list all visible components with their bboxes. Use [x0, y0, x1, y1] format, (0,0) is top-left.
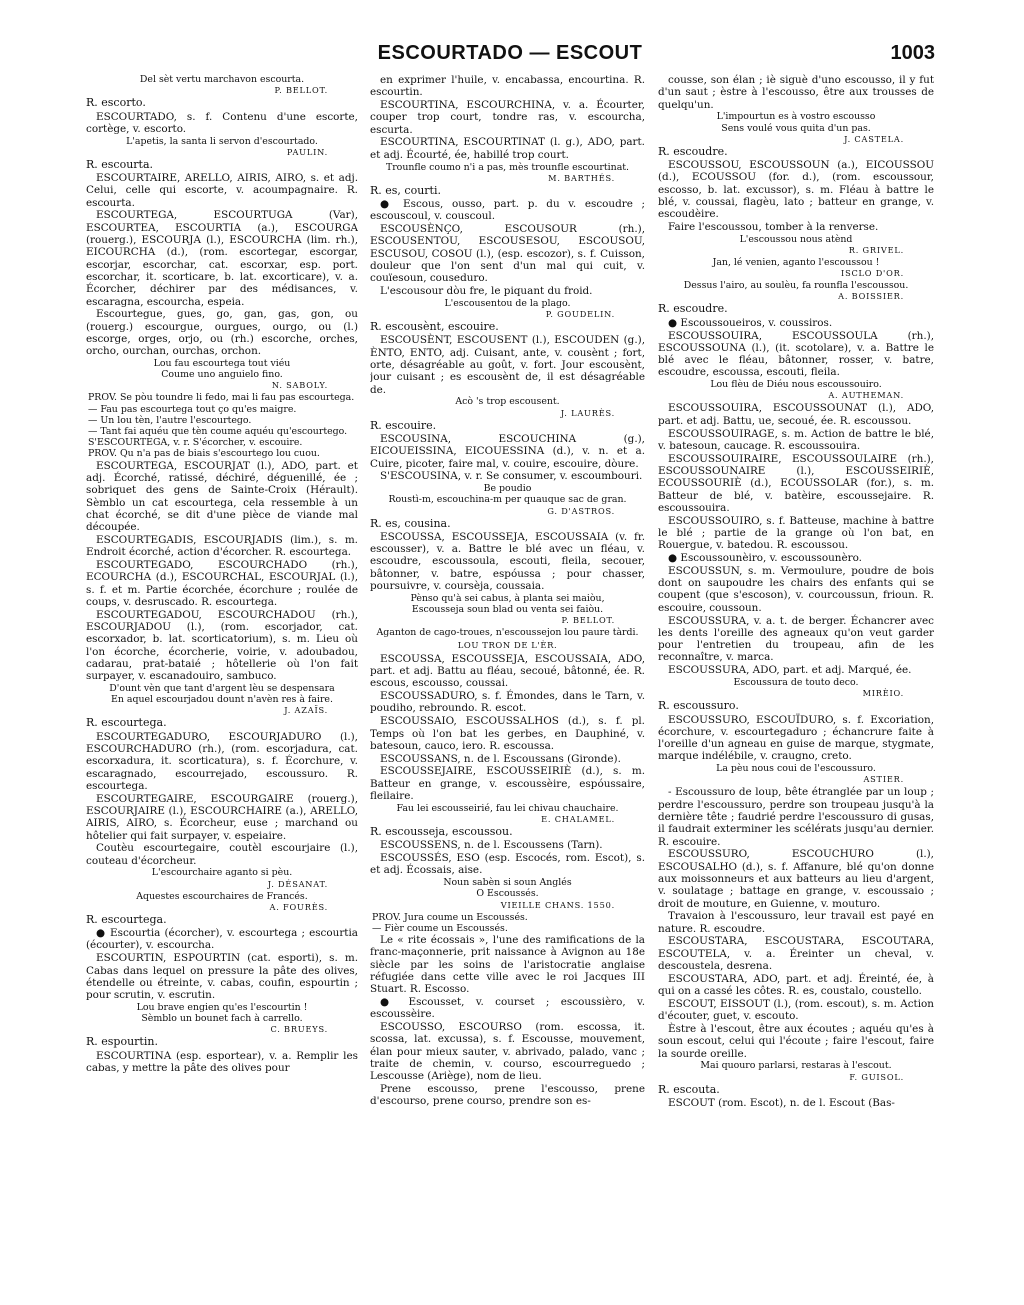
verse-quote: Dessus l'airo, au soulèu, fa rounfla l'escoussou. [683, 280, 909, 292]
dictionary-entry: ESCOUSSÉS, ESO (esp. Escocés, rom. Escot), s. et adj. Écossais, aise. [370, 852, 645, 877]
quote-attribution: ISCLO D'OR. [841, 268, 904, 279]
dictionary-entry: ESCOUSSUN, s. m. Vermoulure, poudre de bois dont on saupoudre les chairs des enfants qui se coupent (que s'escoson), v. courcoussun, frioun. R. escouire, coussoun. [658, 564, 934, 614]
page-header [85, 42, 935, 68]
quote-attribution: C. BRUEYS. [270, 1024, 328, 1035]
dictionary-entry: ESCOURTEGA, ESCOURTUGA (Var), ESCOURTEA, ESCOURTIA (a.), ESCOURGA (rouerg.), ESCOURJA (l.), ESCOURCHA (lim. rh.), EICOURCHA (d.), (rom. escortegar, escorgar, escorjar, escorchar, cat. escorxar, esp. port. escorchar, it. scorticare, b. lat. excorticare), v. a. Écorcher, déchirer par des médisances, v. escaragna, escourcha, espeia. [86, 209, 358, 308]
verse-quote: L'impourtun es à vostro escousso [716, 111, 876, 123]
verse-quote: Lou flèu de Diéu nous escoussouiro. [710, 379, 882, 391]
dictionary-entry: ESCOURTIN, ESPOURTIN (cat. esporti), s. m. Cabas dans lequel on pressure la pâte des olives, étendelle ou étreinte, v. cabas, coufin, espourtin ; pour scrutin, v. escrutin. [86, 952, 358, 1002]
dictionary-entry: ESCOUSSO, ESCOURSO (rom. escossa, it. scossa, lat. excussa), s. f. Escousse, mouvement, élan pour mieux sauter, v. abrivado, palado, vanc ; traite de chemin, v. courso, escourreguedo ; Lescousse (Ariège), nom de lieu. [370, 1021, 645, 1083]
centered-attribution: LOU TRON DE L'ÈR. [457, 640, 558, 651]
dictionary-entry: ● Escous, ousso, part. p. du v. escoudre ; escouscoul, v. couscoul. [370, 198, 645, 223]
verse-quote: L'escourchaire aganto si pèu. [151, 867, 293, 879]
root-reference: R. escourtega. [86, 912, 167, 926]
verse-quote: D'ount vèn que tant d'argent lèu se despensara [109, 683, 335, 695]
quote-attribution: J. DÉSANAT. [267, 878, 328, 889]
dictionary-entry: ESCOUSSAIO, ESCOUSSALHOS (d.), s. f. pl. Temps où l'on bat les gerbes, en Dauphiné, v. batesoun, cauco, iero. R. escoussa. [370, 715, 645, 752]
dictionary-entry: ESCOUT, EISSOUT (l.), (rom. escout), s. m. Action d'écouter, guet, v. escouto. [658, 997, 934, 1023]
verse-quote: La pèu nous coui de l'escoussuro. [716, 763, 876, 775]
dictionary-entry: ESCOUSSEJAIRE, ESCOUSSEIRIÈ (d.), s. m. Batteur en grange, v. escoussèire, espóussaire, fleilaire. [370, 765, 645, 802]
dictionary-entry: ESCOUSSOUIRAIRE, ESCOUSSOULAIRE (rh.), ESCOUSSOUNAIRE (l.), ESCOUSSEIRIÈ, ECOUSSOURIÈ (d.), ECOUSSOLAR (for.), s. m. Batteur de blé, v. batèire, escoussejaire. R. escoussouira. [658, 452, 934, 514]
dictionary-entry: ESCOURTINA (esp. esportear), v. a. Remplir les cabas, y mettre la pâte des olives pour [86, 1049, 358, 1074]
verse-quote: Mai quouro parlarsi, restaras à l'escout. [700, 1060, 892, 1072]
dictionary-entry: Faire l'escoussou, tomber à la renverse. [668, 221, 879, 234]
dictionary-entry: ESCOURTEGADIS, ESCOURJADIS (lim.), s. m. Endroit écorché, action d'écorcher. R. escourtega. [86, 533, 358, 559]
dictionary-entry: Coutèu escourtegaire, coutèl escourjaire (l.), couteau d'écorcheur. [86, 842, 358, 867]
dictionary-entry: ● Escoussounèiro, v. escoussounèro. [668, 552, 862, 565]
verse-quote: Escoussura de touto deco. [733, 677, 859, 688]
verse-quote: Escousseja soun blad ou venta sei faiòu. [411, 604, 604, 616]
root-reference: R. escoudre. [658, 302, 728, 316]
verse-quote: Roustì-m, escouchina-m per quauque sac de gran. [388, 494, 627, 506]
dictionary-entry: cousse, son élan ; iè siguè d'uno escousso, il y fut d'un saut ; èstre à l'escousso, être aux trousses de quelqu'un. [658, 74, 934, 111]
verse-quote: Acò 's trop escousent. [455, 396, 560, 408]
dictionary-entry: ESCOUSÈNT, ESCOUSENT (l.), ESCOUDEN (g.), ÈNTO, ENTO, adj. Cuisant, ante, v. cousènt ; fort, orte, désagréable au goût, v. fort. Jour escousènt, jour cuisant ; es escousènt de, il est désagréable de. [370, 334, 645, 396]
dictionary-entry: ESCOUSINA, ESCOUCHINA (g.), EICOUEISSINA, EICOUESSINA (d.), v. n. et a. Cuire, picoter, faire mal, v. couire, escouire, dòure. [370, 432, 645, 470]
verse-quote: Aganton de cago-troues, n'escoussejon lou paure tàrdi. [376, 627, 639, 639]
proverb-line: PROV. Qu n'a pas de biais s'escourtego lou cuou. [88, 448, 320, 460]
root-reference: R. escousseja, escoussou. [370, 824, 513, 838]
dictionary-entry: ESCOUSSURA, v. a. t. de berger. Échancrer avec les dents l'oreille des agneaux qu'on veut garder pour l'entretien du troupeau, afin de les reconnaître, v. marca. [658, 614, 934, 664]
proverb-line: — Tant fai aquéu que tèn coume aquéu qu'escourtego. [88, 426, 348, 438]
dictionary-entry: ESCOUT (rom. Escot), n. de l. Escout (Bas- [668, 1096, 895, 1109]
dictionary-entry: ESCOUSÈNÇO, ESCOUSOUR (rh.), ESCOUSENTOU, ESCOUSESOU, ESCOUSOU, ESCUSOU, COSOU (l.), (esp. escozor), s. f. Cuisson, douleur que l'on sent d'un mal qui cuit, v. couïesoun, couseduro. [370, 223, 645, 285]
proverb-line: — Un lou tèn, l'autre l'escourtego. [88, 414, 252, 426]
dictionary-entry: L'escousour dòu fre, le piquant du froid. [380, 285, 593, 298]
dictionary-entry: ESCOUSSA, ESCOUSSEJA, ESCOUSSAIA (v. fr. escousser), v. a. Battre le blé avec un fléau, v. escoudre, escoussoula, escouti, fleila, secouer, bâtonner, v. batre, espóussa ; pour chasser, poursuivre, v. coursèja, coussaia. [370, 530, 645, 593]
root-reference: R. escoussuro. [658, 699, 739, 713]
dictionary-entry: ESCOURTINA, ESCOURCHINA, v. a. Écourter, couper trop court, tondre ras, v. escourcha, escurta. [370, 99, 645, 136]
quote-attribution: N. SABOLY. [271, 380, 328, 391]
verse-quote: Pènso qu'à sei cabus, à planta sei maiòu, [410, 592, 605, 604]
verse-quote: Jan, lé venien, aganto l'escoussou ! [712, 257, 880, 269]
dictionary-entry: ESCOUSSOUIRAGE, s. m. Action de battre le blé, v. batesoun, caucage. R. escoussouira. [658, 427, 934, 452]
dictionary-entry: Èstre à l'escout, être aux écoutes ; aquéu qu'es à soun escout, celui qui l'écoute ; faire l'escout, faire la sourde oreille. [658, 1023, 934, 1060]
proverb-line: — Fau pas escourtega tout ço qu'es maigre. [88, 403, 297, 415]
quote-attribution: PAULIN. [286, 146, 328, 157]
dictionary-entry: ESCOURTINA, ESCOURTINAT (l. g.), ADO, part. et adj. Écourté, ée, habillé trop court. [370, 136, 645, 161]
running-head: ESCOURTADO — ESCOUT [377, 42, 643, 64]
dictionary-entry: ESCOURTEGA, ESCOURJAT (l.), ADO, part. et adj. Écorché, ratissé, déchiré, déguenillé, ée ; sobriquet des gens de Sainte-Croix (Hérault). Sèmblo un cat escourtega, cela ressemble à un chat écorché, se dit d'une pièce de viande mal découpée. [86, 459, 358, 534]
quote-attribution: M. BARTHÉS. [548, 172, 615, 183]
verse-quote: L'apetis, la santa li servon d'escourtado. [126, 135, 318, 147]
proverb-line: PROV. Jura coume un Escoussés. [372, 911, 528, 923]
dictionary-entry: Escourtegue, gues, go, gan, gas, gon, ou (rouerg.) escourgue, ourgues, ourgo, ou (l.) escorge, orges, orjo, ou (rh.) escorche, orches, orcho, ourchan, ourchas, orchon. [86, 308, 358, 358]
verse-quote: Del sèt vertu marchavon escourta. [139, 74, 305, 85]
dictionary-entry: ESCOUSTARA, ESCOUSTARA, ESCOUTARA, ESCOUTELA, v. a. Éreinter un cheval, v. descoustela, desrena. [658, 935, 934, 973]
dictionary-entry: ESCOUSSENS, n. de l. Escoussens (Tarn). [380, 839, 603, 852]
root-reference: R. espourtin. [86, 1035, 158, 1049]
root-reference: R. es, cousina. [370, 516, 451, 530]
column-3 [658, 74, 934, 1294]
quote-attribution: A. BOISSIER. [838, 291, 904, 302]
quote-attribution: F. GUISOL. [849, 1071, 904, 1082]
dictionary-entry: ESCOURTEGADURO, ESCOURJADURO (l.), ESCOURCHADURO (rh.), (rom. escorjadura, cat. escorxadura, it. scorticatura), s. f. Écorchure, v. escaragnado, escourrejado, escoussuro. R. escourtega. [86, 730, 358, 792]
root-reference: R. escouta. [658, 1082, 720, 1096]
dictionary-entry: S'ESCOUSINA, v. r. Se consumer, v. escoumbouri. [380, 470, 643, 483]
dictionary-entry: Prene escousso, prene l'escousso, prene d'escourso, prene courso, prendre son es- [370, 1083, 645, 1108]
quote-attribution: J. LAURÈS. [560, 407, 615, 418]
root-reference: R. escourta. [86, 157, 154, 171]
quote-attribution: P. BELLOT. [561, 615, 615, 626]
dictionary-entry: ESCOUSSOUIRA, ESCOUSSOULA (rh.), ESCOUSSOUNA (l.), (it. scotolare), v. a. Battre le blé avec le fléau, bâtonner, rosser, v. batre, escoudre, escoussa, escouti, fleila. [658, 329, 934, 379]
dictionary-entry: ESCOUSSURA, ADO, part. et adj. Marqué, ée. [668, 664, 912, 677]
quote-attribution: P. BELLOT. [274, 85, 328, 96]
verse-quote: Coume uno anguielo fino. [161, 369, 283, 381]
root-reference: R. es, courti. [370, 183, 441, 197]
dictionary-entry: ESCOUSSADURO, s. f. Émondes, dans le Tarn, v. poudiho, rebroundo. R. escot. [370, 690, 645, 715]
column-2 [370, 74, 645, 1294]
verse-quote: Lou brave engien qu'es l'escourtin ! [136, 1001, 308, 1013]
root-reference: R. escourtega. [86, 716, 167, 730]
dictionary-entry: ESCOURTEGADO, ESCOURCHADO (rh.), ECOURCHA (d.), ESCOURCHAL, ESCOURJAL (l.), s. f. et m. Partie écorchée, écorchure ; roulée de coups, v. desruscado. R. escourtega. [86, 559, 358, 608]
quote-attribution: E. CHALAMEL. [541, 813, 615, 824]
verse-quote: O Escoussés. [476, 888, 539, 900]
root-reference: R. escoudre. [658, 144, 728, 158]
dictionary-entry: en exprimer l'huile, v. encabassa, encourtina. R. escourtin. [370, 74, 645, 99]
verse-quote: Noun sabèn si soun Anglés [443, 877, 572, 889]
dictionary-entry: ESCOURTEGADOU, ESCOURCHADOU (rh.), ESCOURJADOU (l.), (rom. escorjador, cat. escorxador, b. lat. scorticatorium), s. m. Lieu où l'on écorche, écorcherie, voirie, v. adoubadou, cadarau, prat-bataié ; hôtellerie où l'on fait surpayer, v. escanadouiro, sambuco. [86, 608, 358, 683]
quote-attribution: VIEILLE CHANS. 1550. [500, 899, 615, 910]
dictionary-entry: ESCOURTAIRE, ARELLO, AIRIS, AIRO, s. et adj. Celui, celle qui escorte, v. acoumpagnaire. R. escourta. [86, 172, 358, 209]
quote-attribution: R. GRIVEL. [848, 245, 904, 256]
root-reference: R. escousènt, escouire. [370, 320, 499, 334]
dictionary-entry: ● Escourtia (écorcher), v. escourtega ; escourtia (écourter), v. escourcha. [86, 927, 358, 952]
proverb-line: PROV. Se pòu toundre li fedo, mai li fau pas escourtega. [88, 392, 355, 404]
dictionary-entry: ESCOUSSOUIRO, s. f. Batteuse, machine à battre le blé ; partie de la grange où l'on bat, en Rouergue, v. batedou. R. escoussou. [658, 514, 934, 552]
root-reference: R. escouire. [370, 418, 437, 432]
dictionary-entry: Le « rite écossais », l'une des ramifications de la franc-maçonnerie, prit naissance à Avignon au 18e siècle par les soins de l'aristocratie anglaise réfugiée dans cette ville avec le roi Jacques III Stuart. R. Escosso. [370, 933, 645, 996]
dictionary-entry: ESCOUSSOU, ESCOUSSOUN (a.), EICOUSSOU (d.), ECOUSSOU (for. d.), (rom. escoussour, escosso, b. lat. excussor), s. m. Fléau à battre le blé, v. coussai, flagèu, lato ; batteur en grange, v. escoudèire. [658, 159, 934, 221]
dictionary-entry: - Escoussuro de loup, bête étranglée par un loup ; perdre l'escoussuro, perdre son troupeau jusqu'à la dernière tête ; faudrié perdre l'escoussuro di gusas, il faudrait exterminer les scélérats jusqu'au dernier. R. escouire. [658, 786, 934, 848]
quote-attribution: ASTIER. [863, 774, 904, 785]
verse-quote: Lou fau escourtega tout viéu [153, 358, 291, 370]
verse-quote: Trounfle coumo n'i a pas, mès trounfle escourtinat. [385, 161, 630, 173]
dictionary-entry: ESCOUSSA, ESCOUSSEJA, ESCOUSSAIA, ADO, part. et adj. Battu au fléau, secoué, bâtonné, ée. R. escous, escousso, coussai. [370, 652, 645, 690]
quote-attribution: A. FOURÈS. [269, 901, 328, 912]
quote-attribution: A. AUTHEMAN. [828, 390, 904, 401]
verse-quote: Sèmblo un bounet fach à carrello. [141, 1013, 303, 1025]
dictionary-entry: ESCOUSSANS, n. de l. Escoussans (Gironde). [380, 752, 621, 765]
dictionary-entry: ● Escoussoueiros, v. coussiros. [668, 316, 833, 329]
quote-attribution: G. D'ASTROS. [547, 505, 615, 516]
verse-quote: L'escoussou nous atènd [739, 233, 853, 245]
verse-quote: Sens voulé vous quita d'un pas. [721, 122, 871, 134]
dictionary-entry: ESCOUSTARA, ADO, part. et adj. Éreinté, ée, à qui on a cassé les côtes. R. es, coustalo, coustello. [658, 972, 934, 998]
verse-quote: Be poudio [483, 483, 532, 495]
proverb-line: — Fièr coume un Escoussés. [372, 922, 508, 934]
column-1 [86, 74, 358, 1294]
dictionary-entry: ESCOUSSOUIRA, ESCOUSSOUNAT (l.), ADO, part. et adj. Battu, ue, secoué, ée. R. escoussou. [658, 402, 934, 427]
verse-quote: L'escousentou de la plago. [444, 297, 571, 309]
dictionary-entry: ESCOURTADO, s. f. Contenu d'une escorte, cortège, v. escorto. [86, 110, 358, 135]
dictionary-entry: ESCOURTEGAIRE, ESCOURGAIRE (rouerg.), ESCOURJAIRE (l.), ESCOURCHAIRE (a.), ARELLO, AIRIS, AIRO, s. Écorcheur, euse ; marchand ou hôtelier qui fait surpayer, v. espeiaire. [86, 792, 358, 842]
page-number: 1003 [890, 42, 935, 64]
quote-attribution: J. AZAÏS. [284, 705, 328, 716]
verse-quote: Aquestes escourchaires de Francés. [136, 890, 308, 902]
quote-attribution: MIRÈIO. [862, 688, 904, 699]
proverb-line: S'ESCOURTEGA, v. r. S'écorcher, v. escouire. [88, 437, 303, 449]
dictionary-entry: ESCOUSSURO, ESCOUÏDURO, s. f. Excoriation, écorchure, v. escourtegaduro ; échancrure faite à l'oreille d'un agneau en guise de marque, stygmate, marque indélébile, v. craugno, creto. [658, 713, 934, 763]
dictionary-entry: Travaion à l'escoussuro, leur travail est payé en nature. R. escoudre. [658, 910, 934, 935]
dictionary-entry: ESCOUSSURO, ESCOUCHURO (l.), ESCOUSALHO (d.), s. f. Affanure, blé qu'on donne aux moissonneurs et aux batteurs au lieu d'argent, v. soulatage ; battage en grange, v. escoussaio ; droit de mouture, en Guienne, v. mouturo. [658, 848, 934, 910]
dictionary-entry: ● Escousset, v. courset ; escoussièro, v. escoussèire. [370, 995, 645, 1021]
verse-quote: Fau lei escousseirié, fau lei chivau chauchaire. [396, 802, 619, 814]
quote-attribution: J. CASTELA. [844, 133, 904, 144]
quote-attribution: P. GOUDELIN. [545, 309, 615, 320]
verse-quote: En aquel escourjadou dount n'avèn res à faire. [111, 694, 333, 706]
root-reference: R. escorto. [86, 96, 146, 110]
